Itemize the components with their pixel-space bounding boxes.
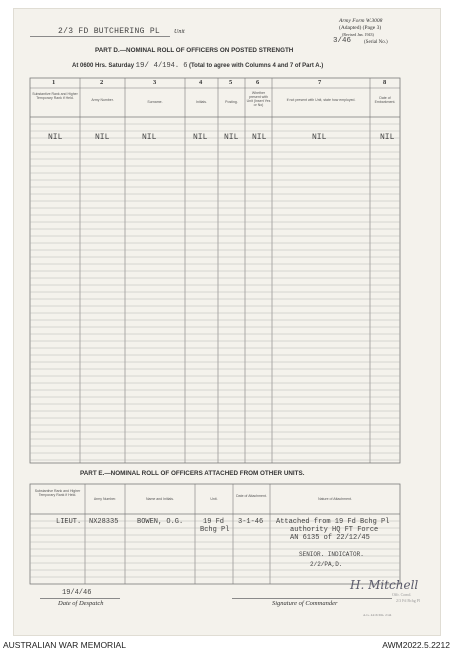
column-number: 4 xyxy=(199,79,203,86)
serial-label: (Serial No.) xyxy=(364,40,388,45)
attached-name: BOWEN, O.G. xyxy=(137,518,184,526)
column-header: Date of Attachment. xyxy=(236,494,267,498)
nil-entry: NIL xyxy=(48,133,63,142)
date-prefix: At 0600 Hrs. Saturday xyxy=(72,63,135,69)
archive-footer xyxy=(0,637,453,653)
attached-unit: 19 Fd xyxy=(203,518,225,526)
attached-unit: Bchg Pl xyxy=(200,526,230,534)
commander-label: Signature of Commander xyxy=(272,600,338,607)
date-value: 19/ 4 xyxy=(135,62,159,70)
attachment-nature: Attached from 19 Fd Bchg Pl xyxy=(276,518,390,526)
column-header: Whether present with Unit (Insert Yes or No) xyxy=(246,91,271,107)
form-adapted: (Adapted) (Page 3) xyxy=(339,25,382,31)
column-header: Nature of Attachment. xyxy=(318,497,352,501)
despatch-label: Date of Despatch xyxy=(58,600,104,607)
nil-entry: NIL xyxy=(193,133,208,142)
nil-entry: NIL xyxy=(252,133,267,142)
column-number: 7 xyxy=(318,79,322,86)
attachment-nature: authority HQ FT Force xyxy=(290,526,379,534)
unit-name: 2/3 FD BUTCHERING PL xyxy=(58,27,161,36)
part-e-title: PART E.—NOMINAL ROLL OF OFFICERS ATTACHED FROM OTHER UNITS. xyxy=(80,470,305,477)
column-header: Date of Embarkment. xyxy=(374,96,396,104)
nil-entry: NIL xyxy=(142,133,157,142)
column-header: Army Number. xyxy=(93,497,117,501)
signoff-line: 2/2/PA,D. xyxy=(310,561,343,568)
footer-institution: AUSTRALIAN WAR MEMORIAL xyxy=(3,640,126,650)
column-number: 5 xyxy=(229,79,233,86)
column-number: 2 xyxy=(100,79,104,86)
rubber-stamp: Offr. Comd. xyxy=(392,592,412,597)
printer-imprint: A.G. 4416 Mn. 2/44 xyxy=(363,613,392,617)
commander-underline xyxy=(232,598,392,599)
column-header: If not present with Unit, state how employed. xyxy=(286,98,356,102)
column-header: Army Number. xyxy=(91,98,114,102)
form-revised: (Revised Jan. 1943) xyxy=(342,32,374,37)
column-header: Substantive Rank and Higher Temporary Rank if Held. xyxy=(34,489,81,497)
attached-date: 3-1-46 xyxy=(238,518,264,526)
footer-accession: AWM2022.5.2212 xyxy=(382,640,450,650)
form-name: Army Form W.3008 xyxy=(339,18,383,24)
despatch-date: 19/4/46 xyxy=(62,589,92,597)
column-number: 6 xyxy=(256,79,260,86)
column-number: 8 xyxy=(383,79,387,86)
nil-entry: NIL xyxy=(95,133,110,142)
rubber-stamp: 2/3 Fd Bchg Pl xyxy=(396,598,421,603)
column-number: 3 xyxy=(153,79,157,86)
column-number: 1 xyxy=(52,79,56,86)
unit-label: Unit xyxy=(174,29,185,35)
signoff-line: SENIOR. INDICATOR. xyxy=(299,551,364,558)
column-header: Posting. xyxy=(225,100,238,104)
nil-entry: NIL xyxy=(380,133,395,142)
column-header: Surname. xyxy=(147,100,163,104)
date-suffix: (Total to agree with Columns 4 and 7 of Part A.) xyxy=(188,63,324,69)
column-header: Unit. xyxy=(210,497,218,501)
attached-number: NX28335 xyxy=(89,518,119,526)
serial-value: 3/46 xyxy=(333,37,352,45)
despatch-underline xyxy=(40,598,120,599)
commander-signature: H. Mitchell xyxy=(350,578,419,592)
attached-rank: LIEUT. xyxy=(56,518,82,526)
attachment-nature: AN 6135 of 22/12/45 xyxy=(290,534,370,542)
column-header: Name and Initials. xyxy=(145,497,174,501)
part-d-title: PART D.—NOMINAL ROLL OF OFFICERS ON POSTED STRENGTH xyxy=(95,47,294,54)
nil-entry: NIL xyxy=(224,133,239,142)
column-header: Substantive Rank and Higher Temporary Rank if Held. xyxy=(32,92,78,100)
column-header: Initials. xyxy=(196,100,207,104)
date-year: /194. 6 xyxy=(158,62,188,70)
nil-entry: NIL xyxy=(312,133,327,142)
